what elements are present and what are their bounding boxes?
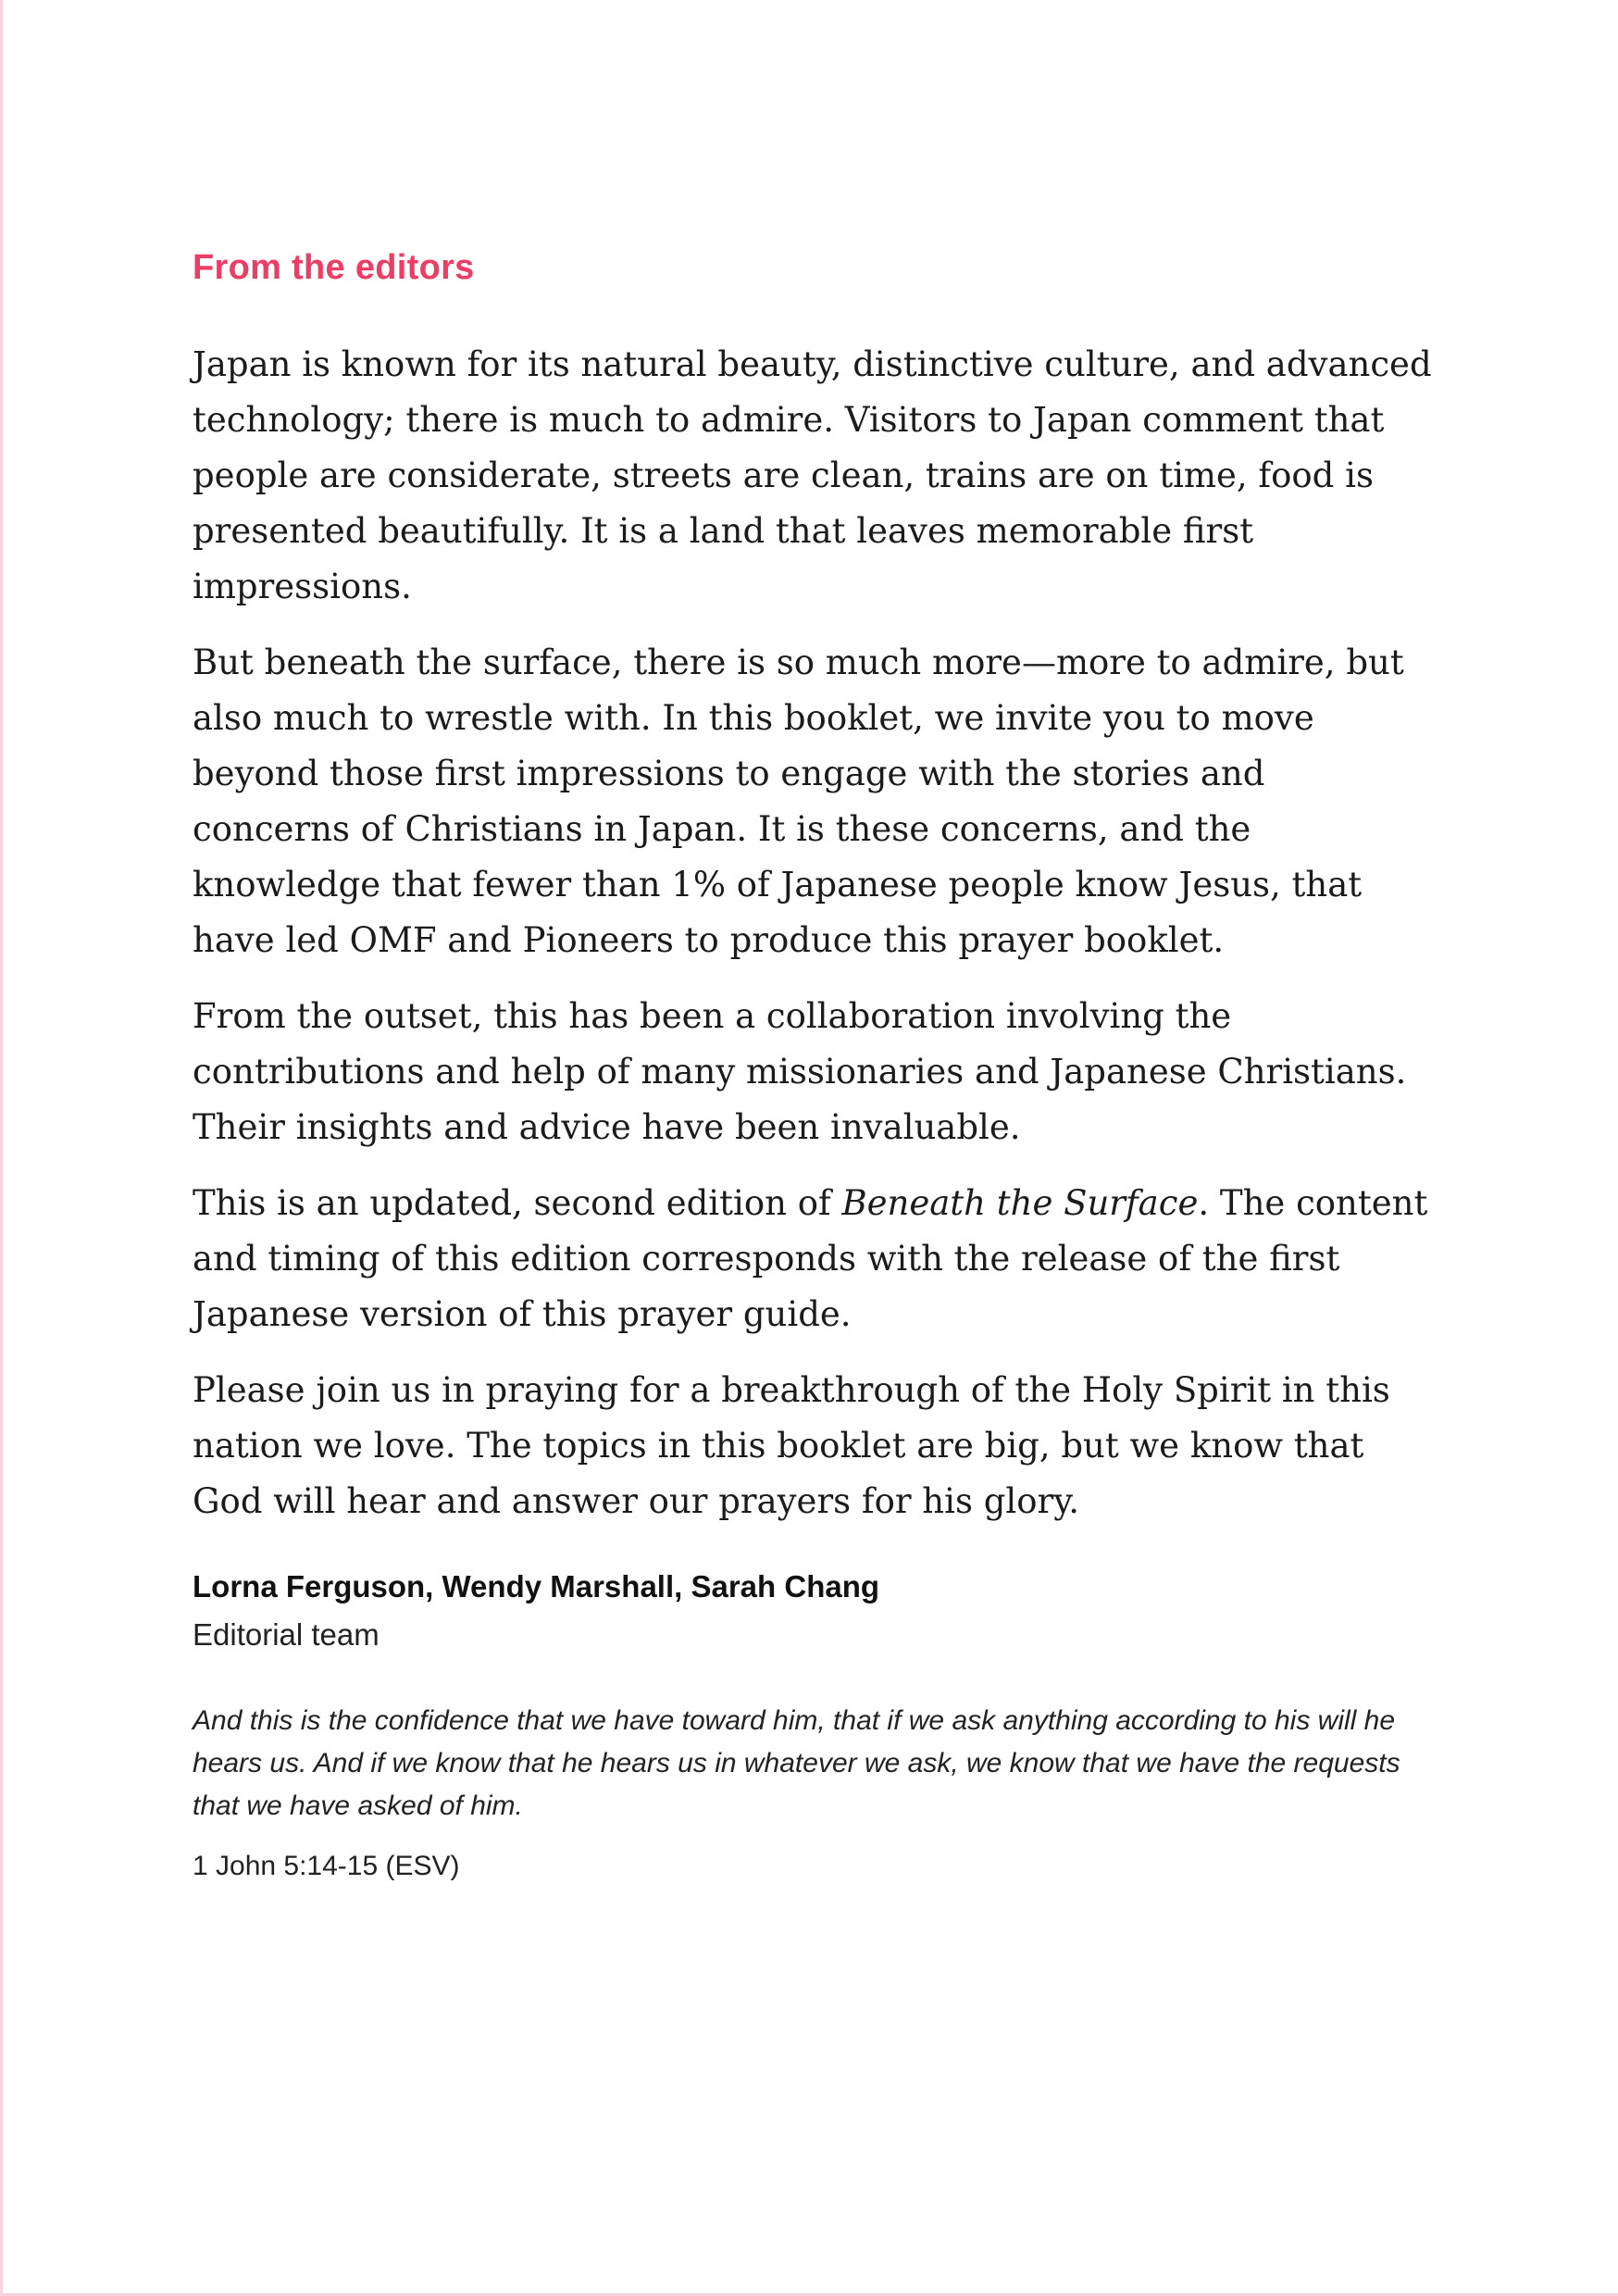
editors-paragraph-4 (193, 1176, 1433, 1342)
editors-paragraph-2: But beneath the surface, there is so much more—more to admire, but also much to wrestle with. In this booklet, we invite you to move beyond those first impressions to engage with the stories and concerns of Christians in Japan. It is these concerns, and the knowledge that fewer than 1% of Japanese people know Jesus, that have led OMF and Pioneers to produce this prayer booklet. (193, 642, 1404, 960)
editors-paragraph-5: Please join us in praying for a breakthrough of the Holy Spirit in this nation we love. The topics in this booklet are big, but we know that God will hear and answer our prayers for his glory. (193, 1369, 1390, 1521)
paragraph-4-text-before: This is an updated, second edition of (193, 1182, 842, 1223)
scripture-reference: 1 John 5:14-15 (ESV) (193, 1850, 460, 1881)
editors-paragraph-3: From the outset, this has been a collaboration involving the contributions and help of many missionaries and Japanese Christians. Their insights and advice have been invaluable. (193, 995, 1407, 1147)
editor-role: Editorial team (193, 1616, 380, 1652)
page-title: From the editors (193, 248, 475, 287)
scripture-quote: And this is the confidence that we have toward him, that if we ask anything according to his will he hears us. And if we know that he hears us in whatever we ask, we know that we have the requests that we have asked of him. (193, 1704, 1400, 1821)
paragraph-4-text-after: . The content and timing of this edition corresponds with the release of the first Japanese version of this prayer guide. (193, 1182, 1428, 1334)
editors-paragraph-1: Japan is known for its natural beauty, distinctive culture, and advanced technology; there is much to admire. Visitors to Japan comment that people are considerate, streets are clean, trains are on time, food is presented beautifully. It is a land that leaves memorable first impressions. (193, 343, 1432, 606)
booklet-title-italic: Beneath the Surface (841, 1182, 1199, 1223)
editor-names: Lorna Ferguson, Wendy Marshall, Sarah Chang (193, 1568, 880, 1603)
